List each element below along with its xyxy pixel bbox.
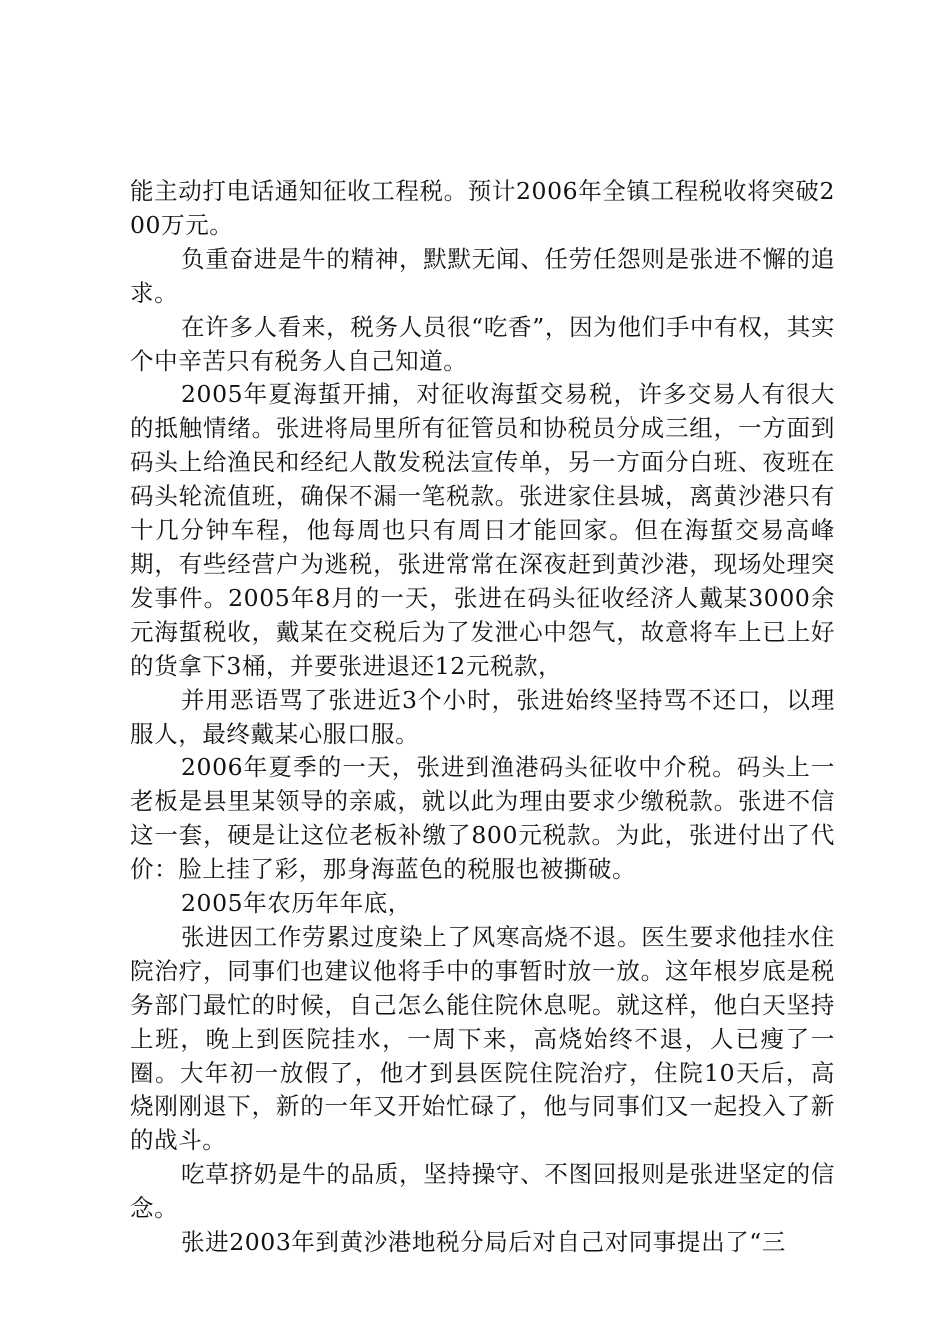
paragraph-8: 张进因工作劳累过度染上了风寒高烧不退。医生要求他挂水住院治疗，同事们也建议他将手中的事暂时放一放。这年根岁底是税务部门最忙的时候，自己怎么能住院休息呢。就这样，他白天坚持上班，晚上到医院挂水，一周下来，高烧始终不退，人已瘦了一圈。大年初一放假了，他才到县医院住院治疗，住院10天后，高烧刚刚退下，新的一年又开始忙碌了，他与同事们又一起投入了新的战斗。: [130, 922, 835, 1155]
paragraph-9: 吃草挤奶是牛的品质，坚持操守、不图回报则是张进坚定的信念。: [130, 1160, 835, 1223]
paragraph-5: 并用恶语骂了张进近3个小时，张进始终坚持骂不还口，以理服人，最终戴某心服口服。: [130, 685, 835, 748]
paragraph-10: 张进2003年到黄沙港地税分局后对自己对同事提出了“三: [181, 1228, 787, 1257]
paragraph-6: 2006年夏季的一天，张进到渔港码头征收中介税。码头上一老板是县里某领导的亲戚，就以此为理由要求少缴税款。张进不信这一套，硬是让这位老板补缴了800元税款。为此，张进付出了代价：脸上挂了彩，那身海蓝色的税服也被撕破。: [130, 753, 835, 884]
paragraph-3: 在许多人看来，税务人员很“吃香”，因为他们手中有权，其实个中辛苦只有税务人自己知道。: [130, 312, 835, 375]
paragraph-4: 2005年夏海蜇开捕，对征收海蜇交易税，许多交易人有很大的抵触情绪。张进将局里所有征管员和协税员分成三组，一方面到码头上给渔民和经纪人散发税法宣传单，另一方面分白班、夜班在码头轮流值班，确保不漏一笔税款。张进家住县城，离黄沙港只有十几分钟车程，他每周也只有周日才能回家。但在海蜇交易高峰期，有些经营户为逃税，张进常常在深夜赶到黄沙港，现场处理突发事件。2005年8月的一天，张进在码头征收经济人戴某3000余元海蜇税收，戴某在交税后为了发泄心中怨气，故意将车上已上好的货拿下3桶，并要张进退还12元税款，: [130, 380, 835, 680]
paragraph-2: 负重奋进是牛的精神，默默无闻、任劳任怨则是张进不懈的追求。: [130, 244, 835, 307]
paragraph-7: 2005年农历年年底，: [181, 889, 412, 918]
document-body: [130, 175, 835, 1260]
paragraph-1: 能主动打电话通知征收工程税。预计2006年全镇工程税收将突破200万元。: [130, 177, 835, 239]
